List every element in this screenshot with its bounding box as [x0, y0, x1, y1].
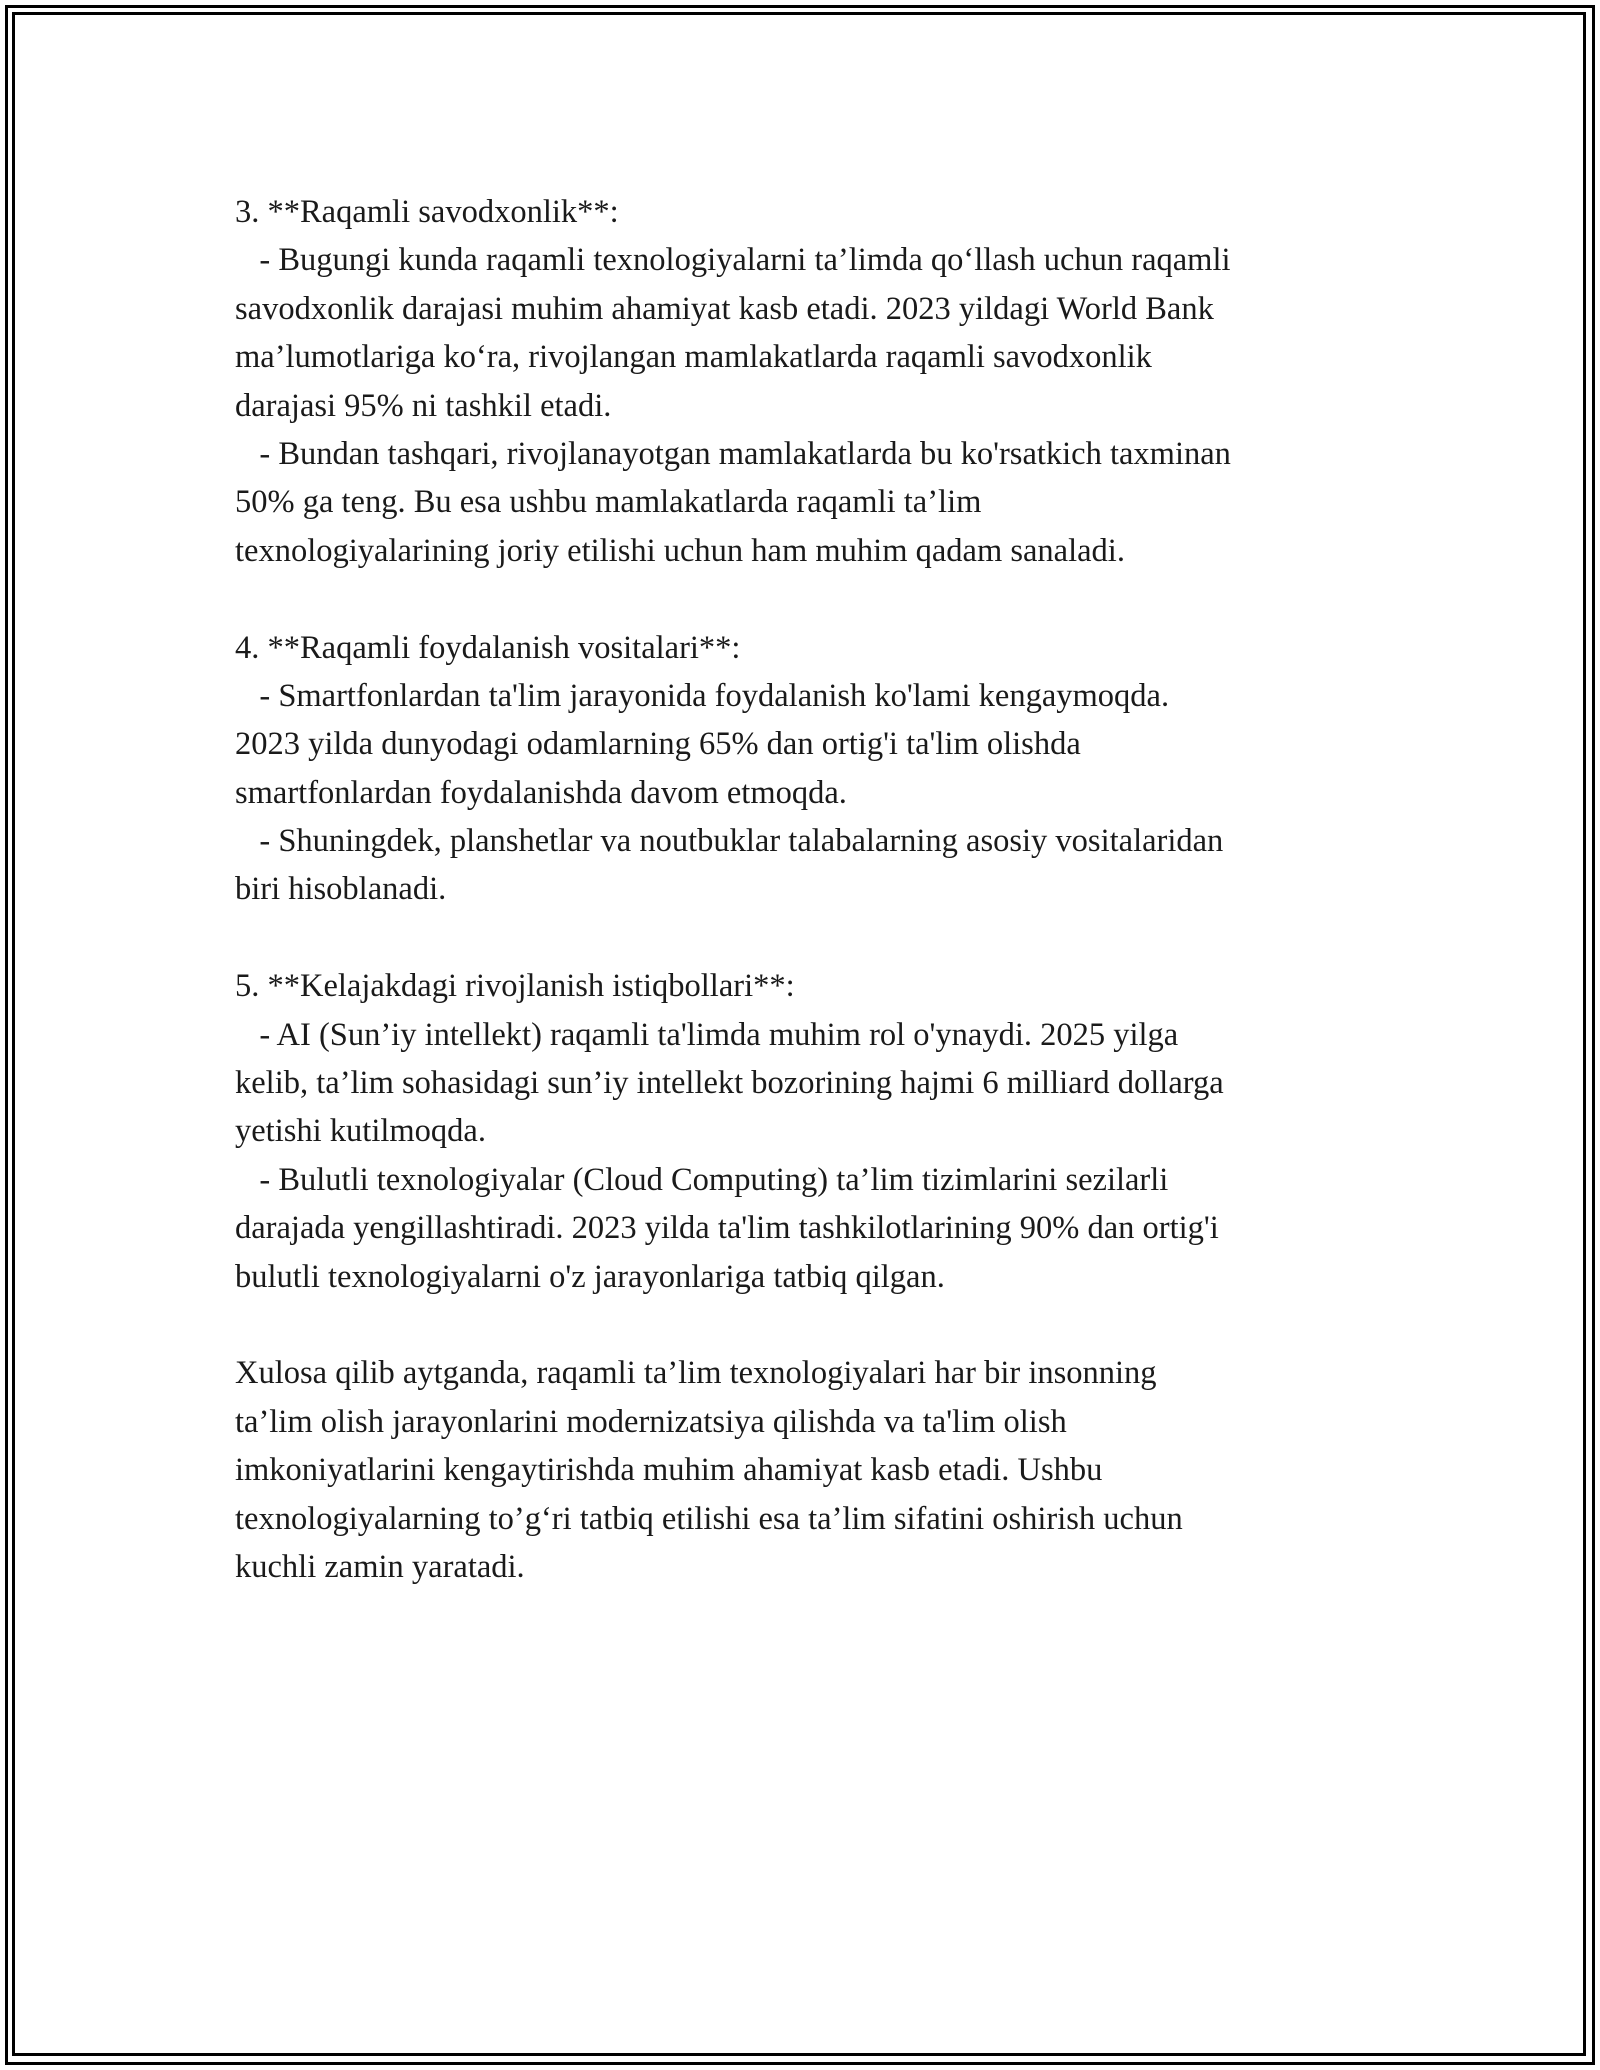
paragraph-line: texnologiyalarning to’g‘ri tatbiq etilishi esa ta’lim sifatini oshirish uchun [235, 1500, 1183, 1537]
section-heading: 3. **Raqamli savodxonlik**: [235, 194, 619, 230]
section-spacer [235, 914, 1405, 962]
paragraph-line: biri hisoblanadi. [235, 871, 447, 908]
section-kelajakdagi-rivojlanish [235, 962, 1405, 1301]
section-heading: 5. **Kelajakdagi rivojlanish istiqbollari**: [235, 968, 795, 1005]
paragraph-line: imkoniyatlarini kengaytirishda muhim ahamiyat kasb etadi. Ushbu [235, 1452, 1103, 1489]
paragraph-line: yetishi kutilmoqda. [235, 1113, 486, 1150]
document-body [235, 188, 1405, 1591]
conclusion-paragraph [235, 1349, 1405, 1591]
paragraph-line: - Bundan tashqari, rivojlanayotgan mamlakatlarda bu ko'rsatkich taxminan [235, 435, 1231, 472]
paragraph-line: smartfonlardan foydalanishda davom etmoqda. [235, 774, 847, 811]
paragraph-line: ta’lim olish jarayonlarini modernizatsiya qilishda va ta'lim olish [235, 1403, 1067, 1440]
paragraph-line: - Smartfonlardan ta'lim jarayonida foydalanish ko'lami kengaymoqda. [235, 677, 1170, 714]
paragraph-line: - Shuningdek, planshetlar va noutbuklar talabalarning asosiy vositalaridan [235, 823, 1224, 860]
paragraph-line: darajada yengillashtiradi. 2023 yilda ta'lim tashkilotlarining 90% dan ortig'i [235, 1210, 1219, 1247]
paragraph-line: ma’lumotlariga ko‘ra, rivojlangan mamlakatlarda raqamli savodxonlik [235, 339, 1152, 376]
paragraph-line: kelib, ta’lim sohasidagi sun’iy intellekt bozorining hajmi 6 milliard dollarga [235, 1065, 1224, 1102]
paragraph-line: 50% ga teng. Bu esa ushbu mamlakatlarda raqamli ta’lim [235, 484, 982, 521]
paragraph-line: texnologiyalarining joriy etilishi uchun ham muhim qadam sanaladi. [235, 532, 1125, 569]
paragraph-line: darajasi 95% ni tashkil etadi. [235, 387, 612, 424]
paragraph-line: Xulosa qilib aytganda, raqamli ta’lim texnologiyalari har bir insonning [235, 1355, 1157, 1392]
section-raqamli-foydalanish-vositalari [235, 624, 1405, 914]
section-spacer [235, 1301, 1405, 1349]
paragraph-line: kuchli zamin yaratadi. [235, 1548, 525, 1585]
paragraph-line: savodxonlik darajasi muhim ahamiyat kasb etadi. 2023 yildagi World Bank [235, 290, 1214, 327]
paragraph-line: bulutli texnologiyalarni o'z jarayonlariga tatbiq qilgan. [235, 1258, 945, 1295]
section-heading: 4. **Raqamli foydalanish vositalari**: [235, 629, 741, 666]
paragraph-line: - Bulutli texnologiyalar (Cloud Computing) ta’lim tizimlarini sezilarli [235, 1161, 1169, 1198]
paragraph-line: - AI (Sun’iy intellekt) raqamli ta'limda muhim rol o'ynaydi. 2025 yilga [235, 1016, 1179, 1053]
section-raqamli-savodxonlik [235, 188, 1405, 575]
paragraph-line: - Bugungi kunda raqamli texnologiyalarni ta’limda qo‘llash uchun raqamli [235, 242, 1231, 279]
paragraph-line: 2023 yilda dunyodagi odamlarning 65% dan ortig'i ta'lim olishda [235, 726, 1081, 763]
section-spacer [235, 575, 1405, 623]
